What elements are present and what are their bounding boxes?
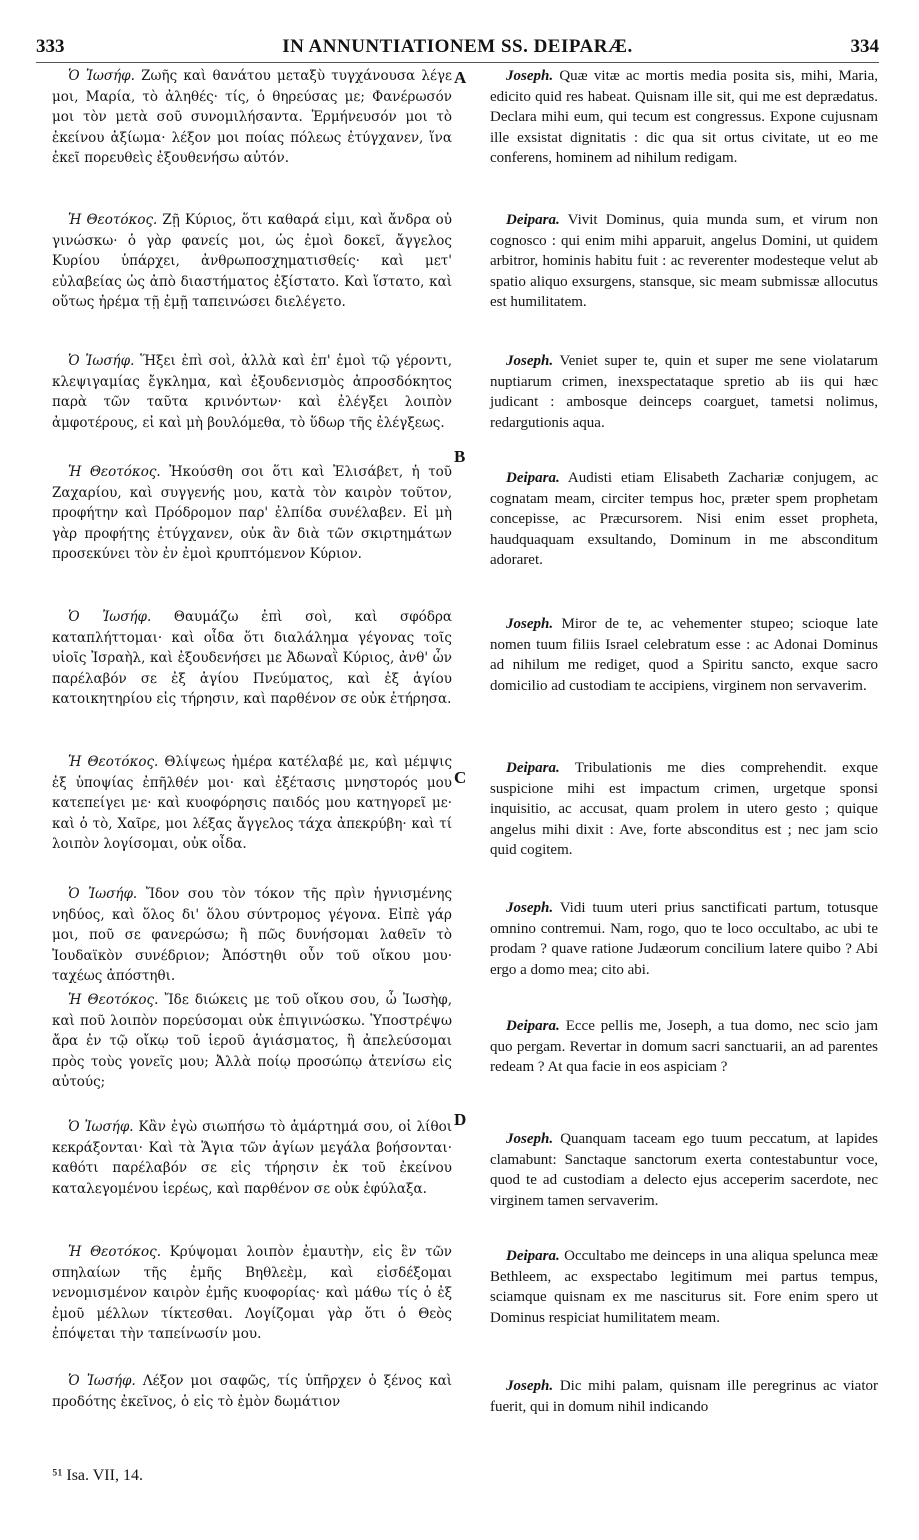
speaker-label: Ὁ Ἰωσήφ. <box>68 1373 136 1389</box>
speaker-label: Ὁ Ἰωσήφ. <box>68 609 152 625</box>
latin-paragraph <box>490 758 878 861</box>
page-number-right: 334 <box>850 36 879 57</box>
speaker-label: Ὁ Ἰωσήφ. <box>68 68 135 84</box>
speaker-label: Ὁ Ἰωσήφ. <box>68 1119 134 1135</box>
speech-text: Ἥξει ἐπὶ σοὶ, ἀλλὰ καὶ ἐπ' ἐμοὶ τῷ γέροντι, κλεψιγαμίας ἔγκλημα, καὶ ἐξουδενισμὸς ἀπροσδόκητος παρὰ τῶν ταῦτα κρινόντων· καὶ ἐλέγξει λοιπὸν ἀμφοτέρους, εἰ καὶ μὴ βουλόμεθα, τὸ ὕδωρ τῆς ἐλέγξεως. <box>52 353 452 431</box>
speaker-label: Deipara. <box>506 1248 560 1264</box>
speech-text: Vidi tuum uteri prius sanctificati partum, totusque omnino contremui. Nam, rogo, quo te loco occultabo, ac ubi te prodam ? quave ratione Judæorum concilium latere quibo ? Abi ergo a domo mea; cito abi. <box>490 900 878 978</box>
speech-text: Occultabo me deinceps in una aliqua spelunca meæ Bethleem, ac exspectabo legitimum mei partus tempus, sciamque quisnam ex me nasciturus sit. Fore enim spero ut Dominus respiciat humilitatem meam. <box>490 1248 879 1326</box>
speech-text: Quanquam taceam ego tuum peccatum, at lapides clamabunt: Sanctaque sanctorum exerta contestabuntur voce, quod te ad custodiam a delecto ejus acceperim sacerdote, nec virginem tamen servaverim. <box>490 1131 878 1209</box>
speaker-label: Ἡ Θεοτόκος. <box>68 464 161 480</box>
greek-paragraph <box>52 1242 452 1345</box>
greek-paragraph <box>52 1117 452 1199</box>
greek-paragraph <box>52 884 452 987</box>
speaker-label: Ἡ Θεοτόκος. <box>68 754 159 770</box>
speech-text: Vivit Dominus, quia munda sum, et virum non cognosco : qui enim mihi apparuit, angelus Domini, ut quidem arbitror, hominis habitu fuit : ac reverenter modesteque velut ab spatio aliquo exsurgens, stansque, sic meam submissæ allocutus est humilitatem. <box>490 212 878 310</box>
greek-paragraph <box>52 210 452 313</box>
speaker-label: Deipara. <box>506 1018 560 1034</box>
speaker-label: Joseph. <box>506 1131 554 1147</box>
latin-paragraph <box>490 1016 878 1078</box>
latin-paragraph <box>490 210 878 313</box>
header-rule <box>36 62 879 63</box>
speech-text: Λέξον μοι σαφῶς, τίς ὑπῆρχεν ὁ ξένος καὶ προδότης ἐκεῖνος, ὁ εἰς τὸ ἐμὸν δωμάτιον <box>52 1373 453 1410</box>
greek-paragraph <box>52 351 452 433</box>
speech-text: Tribulationis me dies comprehendit. exque suspicione mihi est impactum crimen, urgetque sponsi inquisitio, ac accusat, quam prolem in utero gesto ; quique angelus mihi dixit : Ave, forte absconditus est ; nec jam scio quid cogitem. <box>490 760 878 858</box>
speaker-label: Deipara. <box>506 470 560 486</box>
speech-text: Ἴδε διώκεις με τοῦ οἴκου σου, ὦ Ἰωσὴφ, καὶ ποῦ λοιπὸν πορεύσομαι οὐκ ἐπιγινώσκω. Ὑποστρέψω ἄρα ἐν τῷ οἴκῳ τοῦ ἱεροῦ ἁγιάσματος, ἢ ἀπελεύσομαι πρὸς τοὺς γονεῖς μου; Ἀλλὰ ποίῳ προσώπῳ ἀτενίσω εἰς αὐτούς; <box>52 992 453 1090</box>
speaker-label: Joseph. <box>506 616 554 632</box>
speech-text: Ἴδον σου τὸν τόκον τῆς πρὶν ἡγνισμένης νηδύος, καὶ ὅλος δι' ὅλου σύντρομος γέγονα. Εἰπὲ γάρ μοι, ποῦ σε φανερώσω; ἢ πῶς δυνήσομαι λαθεῖν τὸ Ἰουδαϊκὸν συνέδριον; Ἀπόστηθι οὖν τοῦ οἴκου μου· ταχέως ἀπόστηθι. <box>52 886 453 984</box>
speech-text: Θλίψεως ἡμέρα κατέλαβέ με, καὶ μέμψις ἐξ ὑποψίας ἐπῆλθέν μοι· καὶ ἐξέτασις μνηστορός μου κατεπείγει με· καὶ κυοφόρησις παιδός μου κατηγορεῖ με· καὶ ὁ τὸ, Χαῖρε, μοι λέξας ἄγγελος τάχα ἀπεκρύβη· καὶ τί λοιπὸν λογίσομαι, οὐκ οἶδα. <box>52 754 453 852</box>
footnote: ⁵¹ Isa. VII, 14. <box>52 1467 143 1484</box>
latin-paragraph <box>490 66 878 169</box>
speaker-label: Joseph. <box>506 68 554 84</box>
greek-paragraph <box>52 66 452 169</box>
running-header <box>36 36 879 60</box>
running-title: IN ANNUNTIATIONEM SS. DEIPARÆ. <box>282 36 633 57</box>
speech-text: Ἠκούσθη σοι ὅτι καὶ Ἐλισάβετ, ἡ τοῦ Ζαχαρίου, καὶ συγγενής μου, κατὰ τὸν καιρὸν τοῦτον, προφήτην καὶ Πρόδρομον παρ' ἐλπίδα συνέλαβεν. Εἰ μὴ γὰρ προφήτης ἐτύγχανεν, οὐκ ἂν διὰ τῶν σκιρτημάτων προσεκύνει τὸν ἐν ἐμοὶ κρυπτόμενον Κύριον. <box>52 464 452 562</box>
speaker-label: Ὁ Ἰωσήφ. <box>68 886 138 902</box>
latin-paragraph <box>490 1376 878 1417</box>
speech-text: Κρύψομαι λοιπὸν ἐμαυτὴν, εἰς ἓν τῶν σπηλαίων τῆς ἐμῆς Βηθλεὲμ, καὶ εἰσδέξομαι νενομισμένον καιρὸν ἐμῆς κυοφορίας· καὶ μάθω τίς ὁ ἐξ ἐμοῦ μέλλων τίκτεσθαι. Λογίζομαι γὰρ ὅτι ὁ Θεὸς ἐπόψεται τὴν ταπείνωσίν μου. <box>52 1244 452 1342</box>
speaker-label: Ὁ Ἰωσήφ. <box>68 353 135 369</box>
speech-text: Ecce pellis me, Joseph, a tua domo, nec scio jam quo pergam. Revertar in domum sacri sanctuarii, an ad parentes redeam ? At qua facie in eos aspiciam ? <box>490 1018 879 1075</box>
latin-paragraph <box>490 468 878 571</box>
speaker-label: Joseph. <box>506 1378 554 1394</box>
speech-text: Dic mihi palam, quisnam ille peregrinus ac viator fuerit, qui in domum nihil indicando <box>490 1378 878 1415</box>
margin-letter-c: C <box>454 768 467 787</box>
speech-text: Ζωῆς καὶ θανάτου μεταξὺ τυγχάνουσα λέγε μοι, Μαρία, τὸ ἀληθές· τίς, ὁ θηρεύσας με; Φανέρωσόν μοι τὸν μετὰ σοῦ συνομιλήσαντα. Ἑρμήνευσόν μοι τὸ ἐκείνου ἀξίωμα· λέξον μοι ποίας πόλεως ἐτύγχανεν, ἵνα ἐκεῖ πορευθεὶς ἐξουθενήσω αὐτόν. <box>52 68 453 166</box>
speech-text: Θαυμάζω ἐπὶ σοὶ, καὶ σφόδρα καταπλήττομαι· καὶ οἶδα ὅτι διαλάλημα γέγονας τοῖς υἱοῖς Ἰσραὴλ, καὶ ἐξουδενήσει με Ἀδωναῒ Κύριος, ἀνθ' ὧν παρέλαβόν σε ἐξ ἁγίου Πνεύματος, καὶ ἐξ ἁγίου κατοικητηρίου εἰς τήρησιν, καὶ παρθένον σε οὐκ ἐτήρησα. <box>52 609 452 707</box>
latin-paragraph <box>490 351 878 433</box>
speaker-label: Joseph. <box>506 353 554 369</box>
greek-paragraph <box>52 607 452 710</box>
margin-letter-d: D <box>454 1110 467 1129</box>
latin-paragraph <box>490 614 878 696</box>
speech-text: Audisti etiam Elisabeth Zachariæ conjugem, ac cognatam meam, circiter tempus hoc, præter spem prophetam concepisse, ac Præcursorem. Nisi enim esset propheta, haudquaquam exsultando, Dominum in me absconditum adoraret. <box>490 470 878 568</box>
latin-paragraph <box>490 1246 878 1328</box>
greek-paragraph <box>52 462 452 565</box>
speech-text: Ζῇ Κύριος, ὅτι καθαρά εἰμι, καὶ ἄνδρα οὐ γινώσκω· ὁ γὰρ φανείς μοι, ὡς ἐμοὶ δοκεῖ, ἄγγελος Κυρίου ὑπάρχει, ἀνθρωποσχηματισθείς· καὶ μετ' εὐλαβείας ὡς ἀπὸ διαστήματος ἐξίστατο. Καὶ ἵστατο, καὶ οὕτως ἠρέμα τῇ ἐμῇ ταπεινώσει διελέγετο. <box>52 212 452 310</box>
speech-text: Miror de te, ac vehementer stupeo; scioque late nomen tuum filiis Israel celebratum esse : ac Adonai Dominus ad nihilum me rediget, quod a Spiritu sancto, exque sacro domicilio ad custodiam te accipiens, virginem non servaverim. <box>490 616 878 694</box>
speaker-label: Deipara. <box>506 212 560 228</box>
greek-paragraph <box>52 990 452 1093</box>
margin-letter-a: A <box>454 68 467 87</box>
margin-letter-b: B <box>454 447 466 466</box>
speaker-label: Ἡ Θεοτόκος. <box>68 212 158 228</box>
greek-paragraph <box>52 752 452 855</box>
speaker-label: Ἡ Θεοτόκος. <box>68 1244 161 1260</box>
speech-text: Veniet super te, quin et super me sene violatarum nuptiarum crimen, inexspectataque spretio ab iis qui hæc judicant : ambosque deinceps coarguet, tametsi nolimus, redargutionis aqua. <box>490 353 879 431</box>
speaker-label: Joseph. <box>506 900 554 916</box>
speech-text: Quæ vitæ ac mortis media posita sis, mihi, Maria, edicito quid res habeat. Quisnam ille sit, qui me est deprædatus. Declara mihi eum, qui tecum est congressus. Expone cujusnam ille exsistat dignitatis : dic qua sit ortus civitate, ut eo me conferens, hominem ad nihilum redigam. <box>490 68 879 166</box>
latin-paragraph <box>490 1129 878 1211</box>
latin-paragraph <box>490 898 878 980</box>
speaker-label: Deipara. <box>506 760 560 776</box>
speaker-label: Ἡ Θεοτόκος. <box>68 992 159 1008</box>
page-number-left: 333 <box>36 36 65 57</box>
speech-text: Κἂν ἐγὼ σιωπήσω τὸ ἁμάρτημά σου, οἱ λίθοι κεκράξονται· Καὶ τὰ Ἅγια τῶν ἁγίων μεγάλα βοήσονται· καθότι παρέλαβόν σε εἰς τήρησιν ἐκ τοῦ ἐκείνου καταλεγομένου ἱερέως, καὶ παρθένον σε οὐκ ἐφύλαξα. <box>52 1119 452 1197</box>
greek-paragraph <box>52 1371 452 1412</box>
